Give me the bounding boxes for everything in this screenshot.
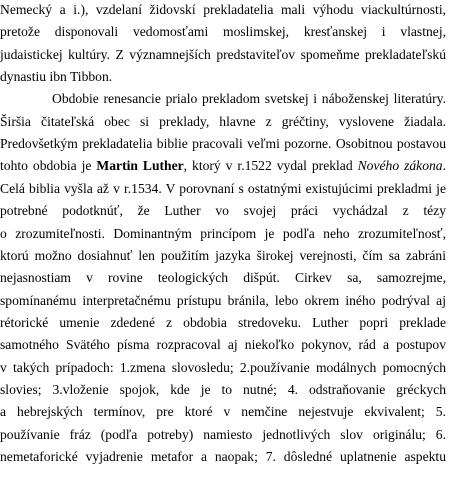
text-line [0, 111, 446, 133]
text-line [0, 0, 446, 21]
text-segment: a hebrejských termínov, pre ktoré v nemčine nejestvuje ekvivalent; 5. [0, 404, 446, 420]
text-segment: v takých prípadoch: 1.zmena slovosledu; 2.používanie modálnych pomocných [0, 359, 446, 375]
text-segment: potrebné podotknúť, že Luther vo svojej práci vychádzal z tézy [0, 203, 446, 219]
text-line [0, 21, 446, 43]
text-segment: Nemecký a i.), vzdelaní židovskí prekladatelia mali výhodu viackultúrnosti, [0, 2, 446, 17]
text-segment: rétorické umenie zdedené z obdobia stredoveku. Luther popri preklade [0, 314, 446, 330]
text-segment: Predovšetkým prekladatelia biblie pracovali veľmi pozorne. Osobitnou postavou [0, 136, 446, 152]
text-segment: Celá biblia vyšla až v r.1534. V porovnaní s ostatnými existujúcimi prekladmi je [0, 180, 446, 196]
text-segment: nejasnostiam v rovine teologických dišpút. Cirkev sa, samozrejme, [0, 270, 446, 286]
text-segment: o zrozumiteľnosti. Dominantným princípom je podľa neho zrozumiteľnosť, [0, 225, 446, 241]
text-line [0, 334, 446, 356]
text-line [0, 446, 446, 468]
text-line [0, 379, 446, 401]
text-line [0, 245, 446, 267]
text-segment: tohto obdobia je [0, 158, 97, 174]
text-line [0, 290, 446, 312]
text-segment: slovies; 3.vloženie spojok, kde je to nutné; 4. odstraňovanie gréckych [0, 381, 446, 397]
text-line [52, 88, 446, 110]
text-line [0, 66, 446, 88]
text-segment: . [442, 158, 446, 174]
text-line [0, 133, 446, 155]
text-segment: Širšia čitateľská obec si preklady, hlavne z gréčtiny, vyslovene žiadala. [0, 113, 446, 129]
text-line [0, 178, 446, 200]
text-line [0, 200, 446, 222]
text-line [0, 223, 446, 245]
text-line [0, 357, 446, 379]
text-line [0, 267, 446, 289]
text-segment: ktorú možno dosiahnuť len použitím jazyka širokej verejnosti, čím sa zabráni [0, 247, 446, 263]
text-segment: pretože disponovali vedomosťami moslimskej, kresťanskej i vlastnej, [0, 24, 446, 40]
text-segment: samotného Svätého písma rozpracoval aj niekoľko pokynov, rád a postupov [0, 337, 446, 353]
text-segment: nemetaforické vyjadrenie metafor a naopak; 7. dôsledné uplatnenie aspektu [0, 449, 446, 464]
text-line [0, 424, 446, 446]
text-segment: používanie fráz (podľa potreby) namiesto jednotlivých slov originálu; 6. [0, 426, 446, 442]
text-line [0, 155, 446, 177]
text-segment: Obdobie renesancie prialo prekladom svetskej i náboženskej literatúry. [52, 91, 446, 107]
text-segment: spomínanému interpretačnému prístupu bránila, lebo okrem iného podrýval aj [0, 292, 446, 308]
italic-title: Nového zákona [357, 158, 443, 174]
text-line [0, 44, 446, 66]
text-line [0, 401, 446, 423]
text-segment: , ktorý v r.1522 vydal preklad [183, 158, 358, 174]
text-line [0, 312, 446, 334]
bold-name: Martin Luther [96, 158, 184, 174]
text-segment: judaistickej kultúry. Z významnejších predstaviteľov spomeňme prekladateľskú [0, 46, 446, 62]
text-segment: dynastiu ibn Tibbon. [0, 69, 113, 85]
